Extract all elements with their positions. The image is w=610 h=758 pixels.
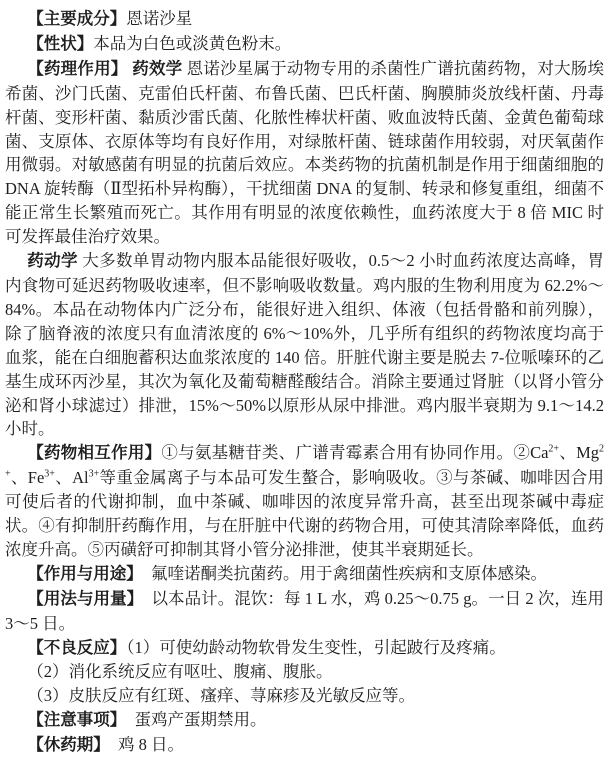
body-text: 等重金属离子与本品可发生螯合，影响吸收。③与茶碱、咖啡因合用可使后者的代谢抑制，血中茶碱、咖啡因的浓度异常升高，甚至出现茶碱中毒症状。④有抑制肝药酶作用，与在肝脏中代谢的药物合用，可使其清除率降低，血药浓度升高。⑤丙磺舒可抑制其肾小管分泌排泄，使其半衰期延长。 (5, 468, 605, 559)
paragraph-adverse-reactions-2 (5, 660, 604, 684)
body-text: 蛋鸡产蛋期禁用。 (118, 710, 267, 730)
body-text: （3）皮肤反应有红斑、瘙痒、荨麻疹及光敏反应等。 (27, 686, 416, 706)
section-heading: 药动学 (27, 252, 78, 271)
paragraph-adverse-reactions-3 (5, 684, 604, 708)
body-text: 氟喹诺酮类抗菌药。用于禽细菌性疾病和支原体感染。 (134, 563, 548, 583)
body-text: （1）可使幼龄动物软骨发生变性，引起跛行及疼痛。 (126, 637, 506, 657)
section-heading: 【药物相互作用】 (27, 444, 162, 463)
section-heading: 【性状】 (27, 34, 94, 53)
document-body (5, 7, 604, 758)
section-heading: 【不良反应】 (27, 638, 127, 657)
paragraph-drug-interactions (5, 441, 604, 562)
paragraph-withdrawal-period (5, 733, 604, 758)
body-text: 本品为白色或淡黄色粉末。 (93, 33, 292, 53)
body-text: 、Fe (10, 468, 45, 488)
paragraph-dosage (5, 587, 604, 636)
section-heading: 【休药期】 (27, 736, 102, 755)
ion-charge-superscript: 2+ (5, 443, 605, 480)
body-text: 恩诺沙星 (126, 9, 193, 28)
ion-charge-superscript: 2+ (548, 443, 560, 455)
paragraph-pharmacokinetics (5, 249, 604, 441)
paragraph-main-ingredients (5, 7, 604, 32)
section-heading: 【药理作用】 药效学 (27, 59, 183, 78)
body-text: 恩诺沙星属于动物专用的杀菌性广谱抗菌药物，对大肠埃希菌、沙门氏菌、克雷伯氏杆菌、布鲁氏菌、巴氏杆菌、胸膜肺炎放线杆菌、丹毒杆菌、变形杆菌、黏质沙雷氏菌、化脓性棒状杆菌、败血波特氏菌、金黄色葡萄球菌、支原体、衣原体等均有良好作用，对绿脓杆菌、链球菌作用较弱，对厌氧菌作用微弱。对敏感菌有明显的抗菌后效应。本类药物的抗菌机制是作用于细菌细胞的 DNA 旋转酶（Ⅱ型拓朴异构酶），干扰细菌 DNA 的复制、转录和修复重组，细菌不能正常生长繁殖而死亡。其作用有明显的浓度依赖性，血药浓度大于 8 倍 MIC 时可发挥最佳治疗效果。 (5, 58, 604, 247)
paragraph-precautions (5, 708, 604, 733)
section-heading: 【注意事项】 (27, 711, 119, 730)
body-text: 以本品计。混饮：每 1 L 水，鸡 0.25～0.75 g。一日 2 次，连用 3～5 日。 (5, 588, 605, 633)
body-text: （2）消化系统反应有呕吐、腹痛、腹胀。 (27, 662, 333, 682)
body-text: 鸡 8 日。 (101, 735, 185, 755)
paragraph-indications (5, 562, 604, 587)
body-text: 大多数单胃动物内服本品能很好吸收，0.5～2 小时血药浓度达高峰，胃内食物可延迟药物吸收速率，但不影响吸收数量。鸡内服的生物利用度为 62.2%～84%。本品在动物体内广泛分布，能很好进入组织、体液（包括骨骼和前列腺），除了脑脊液的浓度只有血清浓度的 6%～10%外，几乎所有组织的药物浓度均高于血浆，能在白细胞蓄积达血浆浓度的 140 倍。肝脏代谢主要是脱去 7-位哌嗪环的乙基生成环丙沙星，其次为氧化及葡萄糖醛酸结合。消除主要通过肾脏（以肾小管分泌和肾小球滤过）排泄，15%～50%以原形从尿中排泄。鸡内服半衰期为 9.1～14.2 小时。 (5, 251, 605, 439)
paragraph-adverse-reactions-1 (5, 636, 604, 661)
paragraph-properties (5, 32, 604, 57)
section-heading: 【主要成分】 (27, 10, 127, 28)
ion-charge-superscript: 3+ (88, 468, 100, 480)
section-heading: 【用法与用量】 (27, 589, 135, 608)
body-text: 、Al (54, 468, 89, 488)
body-text: 、Mg (559, 443, 600, 463)
paragraph-pharmacology-pharmacodynamics (5, 57, 604, 249)
section-heading: 【作用与用途】 (27, 564, 135, 583)
body-text: ①与氨基糖苷类、广谱青霉素合用有协同作用。②Ca (161, 443, 549, 463)
ion-charge-superscript: 3+ (44, 468, 55, 480)
